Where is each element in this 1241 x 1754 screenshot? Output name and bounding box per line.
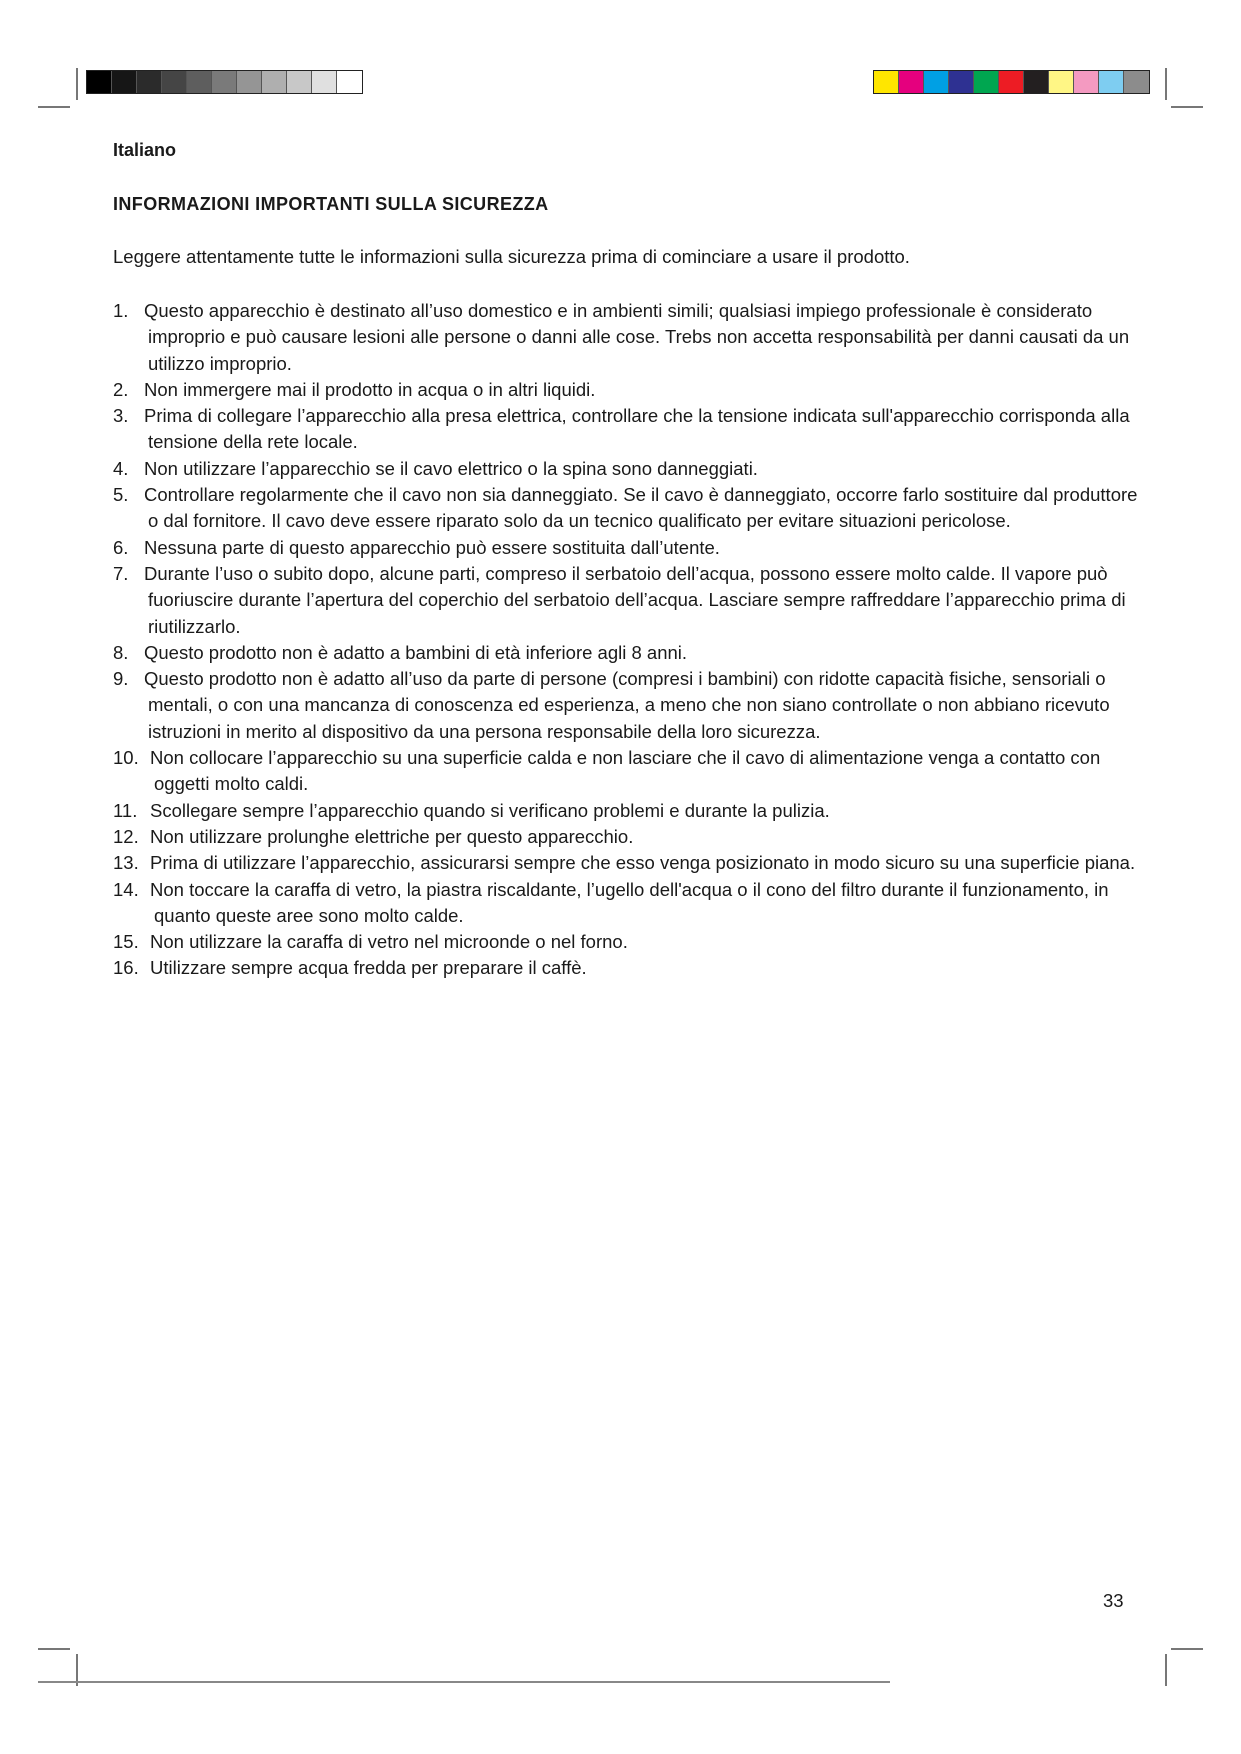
list-item-text: Non collocare l’apparecchio su una superficie calda e non lasciare che il cavo di alimentazione venga a contatto con oggetti molto caldi.	[150, 747, 1101, 795]
color-swatch	[1124, 71, 1149, 93]
list-item-number: 1.	[113, 300, 129, 321]
list-item-number: 3.	[113, 405, 129, 427]
page-number: 33	[1103, 1590, 1124, 1611]
list-item-text: Non toccare la caraffa di vetro, la piastra riscaldante, l’ugello dell'acqua o il cono del filtro durante il funzionamento, in quanto queste aree sono molto calde.	[150, 878, 1109, 926]
list-item-text: Non utilizzare l’apparecchio se il cavo elettrico o la spina sono danneggiati.	[144, 457, 758, 479]
list-item-text: Durante l’uso o subito dopo, alcune parti, compreso il serbatoio dell’acqua, possono essere molto calde. Il vapore può fuoriuscire durante l’apertura del coperchio del serbatoio dell’acqua. Lasciare sempre raffreddare l’apparecchio prima di riutilizzarlo.	[144, 562, 1126, 637]
color-swatch	[949, 71, 974, 93]
crop-mark	[1171, 1648, 1203, 1650]
color-calibration-bar	[873, 70, 1150, 94]
safety-instructions-list	[113, 298, 1143, 982]
list-item-number: 2.	[113, 378, 129, 400]
color-swatch	[87, 71, 112, 93]
color-swatch	[262, 71, 287, 93]
color-swatch	[337, 71, 362, 93]
list-item	[113, 798, 1143, 824]
color-swatch	[924, 71, 949, 93]
section-heading: INFORMAZIONI IMPORTANTI SULLA SICUREZZA	[113, 194, 549, 214]
color-swatch	[1074, 71, 1099, 93]
crop-mark	[38, 106, 70, 108]
crop-mark	[1171, 106, 1203, 108]
list-item-number: 15.	[113, 931, 139, 953]
list-item	[113, 640, 1143, 666]
list-item-text: Questo apparecchio è destinato all’uso domestico e in ambienti simili; qualsiasi impiego professionale è considerato improprio e può causare lesioni alle persone o danni alle cose. Trebs non accetta responsabilità per danni causati da un utilizzo improprio.	[144, 300, 1130, 374]
color-swatch	[874, 71, 899, 93]
list-item-text: Nessuna parte di questo apparecchio può essere sostituita dall’utente.	[144, 536, 720, 558]
list-item	[113, 850, 1143, 876]
color-swatch	[237, 71, 262, 93]
list-item-text: Prima di collegare l’apparecchio alla presa elettrica, controllare che la tensione indicata sull'apparecchio corrisponda alla tensione della rete locale.	[144, 405, 1130, 453]
list-item-number: 10.	[113, 747, 139, 769]
list-item-number: 12.	[113, 825, 139, 847]
color-swatch	[312, 71, 337, 93]
color-swatch	[162, 71, 187, 93]
language-label: Italiano	[113, 140, 177, 160]
color-swatch	[287, 71, 312, 93]
intro-paragraph: Leggere attentamente tutte le informazioni sulla sicurezza prima di cominciare a usare il prodotto.	[113, 246, 910, 267]
list-item-number: 11.	[113, 799, 138, 821]
color-swatch	[212, 71, 237, 93]
list-item-number: 4.	[113, 457, 129, 479]
crop-mark	[38, 1648, 70, 1650]
list-item	[113, 745, 1143, 798]
color-swatch	[1049, 71, 1074, 93]
crop-mark	[1165, 1654, 1167, 1686]
footer-rule	[38, 1681, 890, 1683]
list-item-number: 14.	[113, 878, 139, 900]
list-item-number: 7.	[113, 562, 129, 584]
list-item-text: Controllare regolarmente che il cavo non sia danneggiato. Se il cavo è danneggiato, occorre farlo sostituire dal produttore o dal fornitore. Il cavo deve essere riparato solo da un tecnico qualificato per evitare situazioni pericolose.	[144, 484, 1138, 532]
list-item-number: 13.	[113, 852, 139, 874]
color-swatch	[112, 71, 137, 93]
list-item-text: Non immergere mai il prodotto in acqua o in altri liquidi.	[144, 378, 596, 400]
grayscale-calibration-bar	[86, 70, 363, 94]
list-item-number: 5.	[113, 484, 129, 506]
list-item	[113, 955, 1143, 981]
list-item-text: Prima di utilizzare l’apparecchio, assicurarsi sempre che esso venga posizionato in modo sicuro su una superficie piana.	[150, 852, 1136, 874]
color-swatch	[187, 71, 212, 93]
list-item	[113, 824, 1143, 850]
list-item	[113, 298, 1143, 377]
color-swatch	[1024, 71, 1049, 93]
list-item	[113, 377, 1143, 403]
list-item	[113, 666, 1143, 745]
list-item-text: Questo prodotto non è adatto a bambini di età inferiore agli 8 anni.	[144, 641, 688, 663]
list-item	[113, 456, 1143, 482]
list-item	[113, 561, 1143, 640]
list-item-number: 6.	[113, 536, 129, 558]
list-item-text: Questo prodotto non è adatto all’uso da parte di persone (compresi i bambini) con ridotte capacità fisiche, sensoriali o mentali, o con una mancanza di conoscenza ed esperienza, a meno che non siano controllate o non abbiano ricevuto istruzioni in merito al dispositivo da una persona responsabile della loro sicurezza.	[144, 668, 1110, 742]
list-item-text: Non utilizzare la caraffa di vetro nel microonde o nel forno.	[150, 931, 628, 953]
color-swatch	[137, 71, 162, 93]
list-item	[113, 929, 1143, 955]
list-item	[113, 877, 1143, 930]
list-item	[113, 403, 1143, 456]
color-swatch	[1099, 71, 1124, 93]
list-item-text: Non utilizzare prolunghe elettriche per questo apparecchio.	[150, 825, 634, 847]
crop-mark	[1165, 68, 1167, 100]
list-item-number: 8.	[113, 641, 129, 663]
list-item-text: Scollegare sempre l’apparecchio quando si verificano problemi e durante la pulizia.	[150, 799, 830, 821]
list-item-text: Utilizzare sempre acqua fredda per preparare il caffè.	[150, 957, 587, 979]
list-item	[113, 482, 1143, 535]
list-item-number: 16.	[113, 957, 139, 979]
list-item-number: 9.	[113, 668, 129, 690]
color-swatch	[999, 71, 1024, 93]
color-swatch	[899, 71, 924, 93]
list-item	[113, 535, 1143, 561]
crop-mark	[76, 68, 78, 100]
color-swatch	[974, 71, 999, 93]
